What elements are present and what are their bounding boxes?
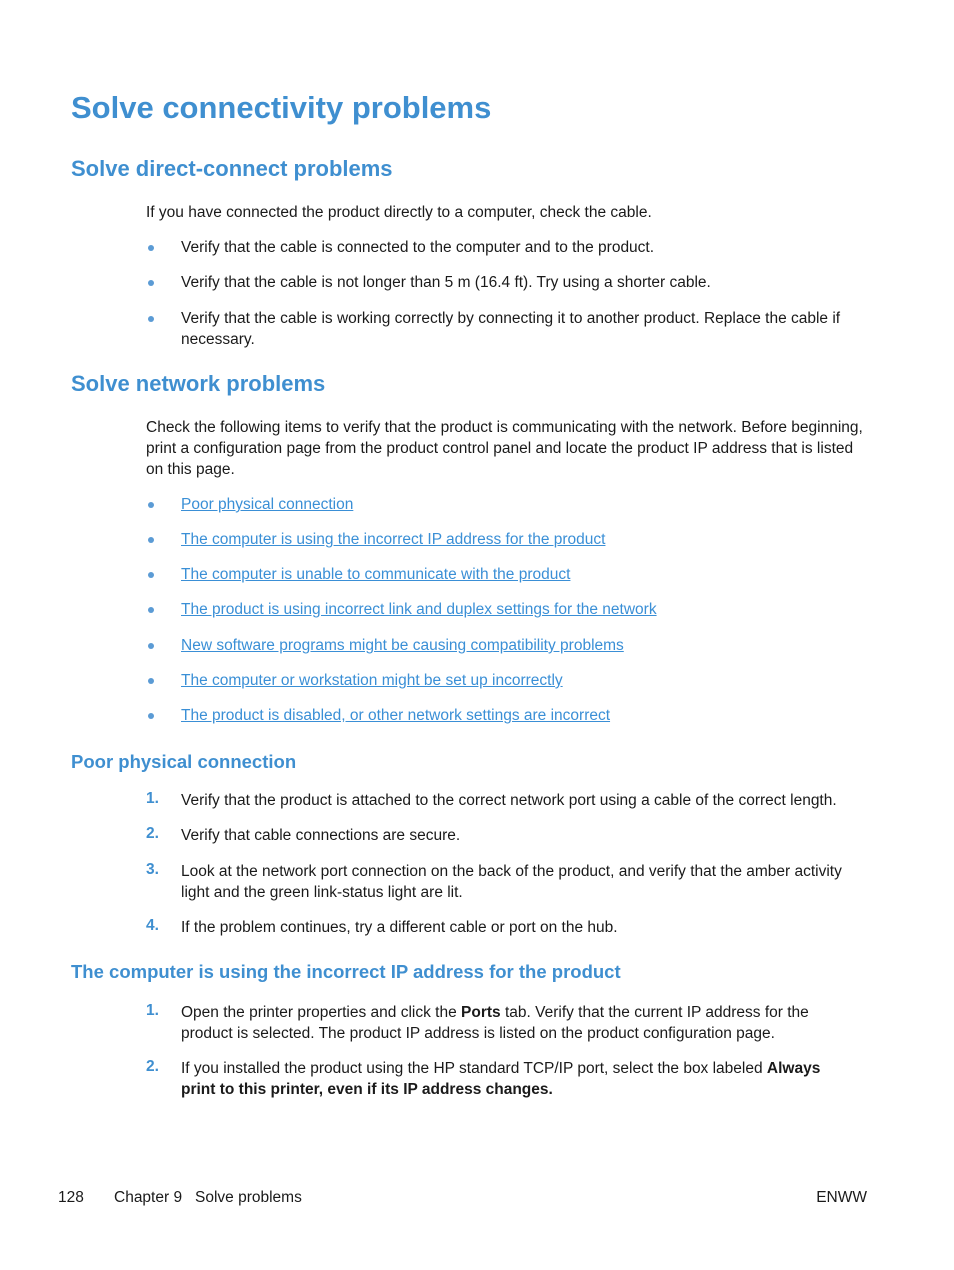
- step-number: 3.: [146, 861, 159, 878]
- link-workstation-setup[interactable]: The computer or workstation might be set up incorrectly: [181, 672, 563, 689]
- bullet-icon: [148, 678, 154, 684]
- direct-connect-heading: Solve direct-connect problems: [71, 156, 393, 181]
- ip-step-1-text-end: tab. Verify that the current IP address for the product is selected. The product IP address is listed on the product configuration page.: [181, 1004, 809, 1042]
- physical-step-2: Verify that cable connections are secure.: [181, 827, 461, 844]
- page-title: Solve connectivity problems: [71, 90, 492, 125]
- physical-step-4: If the problem continues, try a different cable or port on the hub.: [181, 919, 618, 936]
- incorrect-ip-heading: The computer is using the incorrect IP address for the product: [71, 961, 621, 982]
- network-heading: Solve network problems: [71, 371, 326, 396]
- bullet-icon: [148, 316, 154, 322]
- bullet-icon: [148, 713, 154, 719]
- link-product-disabled[interactable]: The product is disabled, or other network settings are incorrect: [181, 707, 611, 724]
- direct-bullet-2: Verify that the cable is not longer than 5 m (16.4 ft). Try using a shorter cable.: [181, 274, 711, 291]
- ip-step-2-text: If you installed the product using the HP standard TCP/IP port, select the box labeled: [181, 1060, 767, 1077]
- link-poor-physical-connection[interactable]: Poor physical connection: [181, 496, 354, 513]
- physical-step-3: Look at the network port connection on the back of the product, and verify that the amber activity light and the green link-status light are lit.: [181, 863, 842, 901]
- bullet-icon: [148, 607, 154, 613]
- link-incorrect-ip-address[interactable]: The computer is using the incorrect IP address for the product: [181, 531, 606, 548]
- link-link-duplex-settings[interactable]: The product is using incorrect link and duplex settings for the network: [181, 601, 657, 618]
- direct-connect-intro: If you have connected the product directly to a computer, check the cable.: [146, 204, 652, 221]
- bullet-icon: [148, 643, 154, 649]
- bullet-icon: [148, 245, 154, 251]
- bullet-icon: [148, 280, 154, 286]
- direct-bullet-3: Verify that the cable is working correctly by connecting it to another product. Replace the cable if necessary.: [181, 310, 841, 348]
- step-number: 1.: [146, 1002, 159, 1019]
- network-intro: Check the following items to verify that the product is communicating with the network. Before beginning, print a configuration page from the product control panel and locate the product IP address that is listed on this page.: [146, 419, 863, 478]
- always-print-option-label: Always print to this printer, even if its IP address changes.: [181, 1060, 821, 1098]
- ip-step-1: [181, 1002, 856, 1044]
- footer-locale: ENWW: [816, 1189, 867, 1206]
- physical-step-1: Verify that the product is attached to the correct network port using a cable of the correct length.: [181, 792, 837, 809]
- ip-step-2: [181, 1058, 856, 1100]
- ports-tab-label: Ports: [461, 1004, 501, 1021]
- link-unable-to-communicate[interactable]: The computer is unable to communicate with the product: [181, 566, 571, 583]
- chapter-label: Chapter 9 Solve problems: [114, 1189, 302, 1206]
- step-number: 2.: [146, 1058, 159, 1075]
- step-number: 4.: [146, 917, 159, 934]
- bullet-icon: [148, 537, 154, 543]
- page-number: 128: [58, 1189, 84, 1206]
- ip-step-1-text: Open the printer properties and click the: [181, 1004, 462, 1021]
- direct-bullet-1: Verify that the cable is connected to the computer and to the product.: [181, 239, 655, 256]
- bullet-icon: [148, 502, 154, 508]
- physical-connection-heading: Poor physical connection: [71, 751, 297, 772]
- step-number: 1.: [146, 790, 159, 807]
- step-number: 2.: [146, 825, 159, 842]
- link-software-compatibility[interactable]: New software programs might be causing compatibility problems: [181, 637, 624, 654]
- bullet-icon: [148, 572, 154, 578]
